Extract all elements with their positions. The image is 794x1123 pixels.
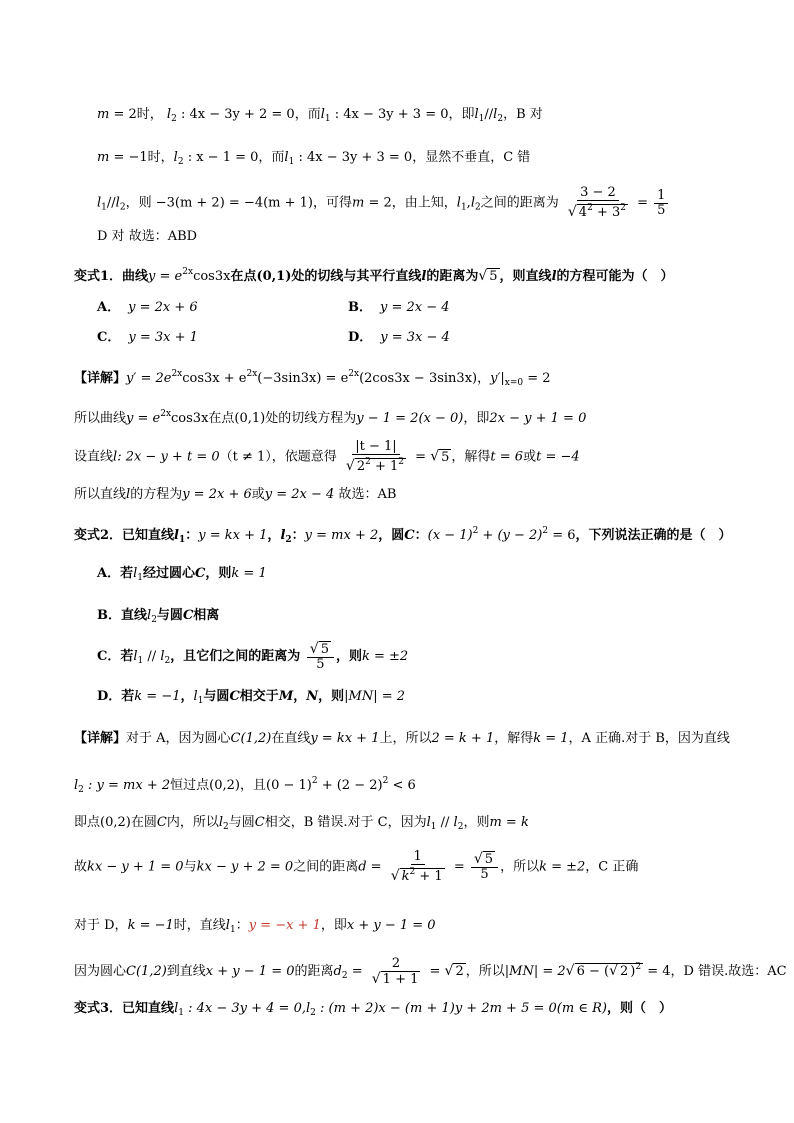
solution-line-3: $l_1//l_2$，则 −3(m + 2) = −4(m + 1)，可得m = 2，由上知，$l_1,l_2$之间的距离为 $\frac{3 - 2}{√ 4^2 + 3^2}$ = $\frac{1}{5}$ <box>97 186 670 223</box>
answer-line-abd: D 对 故选：ABD <box>97 229 198 244</box>
option-b[interactable]: B． y = 2x − 4 <box>348 300 450 315</box>
variant-1-question: 变式1．曲线$y = e^{2x}\cos 3x$在点(0,1)处的切线与其平行直线l的距离为√ 5 ，则直线l的方程可能为（ ） <box>74 267 674 284</box>
variant-2-question: 变式2．已知直线$l_1$：y = kx + 1，$l_2$：y = mx + 2，圆C：$(x - 1)^2 + (y - 2)^2 = 6$，下列说法正确的是（ ） <box>74 526 732 545</box>
explanation-1-line-3: 设直线l: 2x − y + t = 0（t ≠ 1），依题意得 $\frac{|t - 1|}{√ 2^2 + 1^2}$ = √ 5 ，解得t = 6或t = −4 <box>74 439 580 474</box>
result-fraction: $\frac{1}{5}$ <box>654 189 668 218</box>
explanation-2-line-2: $l_2$ : y = mx + 2恒过点(0,2)，且$(0 - 1)^2 + (2 - 2)^2 < 6$ <box>74 776 416 795</box>
distance-fraction: $\frac{3 - 2}{√ 4^2 + 3^2}$ <box>567 185 626 220</box>
variant-2-option-d[interactable]: D．若k = −1，$l_1$与圆C相交于M，N，则|MN| = 2 <box>97 689 405 706</box>
distance-fraction: $\frac{2}{√ 1 + 1}$ <box>371 955 419 987</box>
variant-2-option-b[interactable]: B．直线$l_2$与圆C相离 <box>97 608 220 625</box>
variant-2-option-a[interactable]: A．若$l_1$经过圆心C，则k = 1 <box>97 566 267 583</box>
variant-2-option-c[interactable]: C．若$l_1 // l_2$，且它们之间的距离为 $\frac{√ 5}{5}$ ，则k = ±2 <box>97 640 409 672</box>
option-d[interactable]: D． y = 3x − 4 <box>348 330 450 345</box>
explanation-2-line-6: 因为圆心C(1,2)到直线x + y − 1 = 0的距离$d_2$ = $\frac{2}{√ 1 + 1}$ = √ 2 ，所以|MN| = 2√ 6 − (√ 2 )$^2$ = 4，D 错误.故选：AC <box>74 955 787 987</box>
explanation-1-line-4: 所以直线l的方程为y = 2x + 6或y = 2x − 4 故选：AB <box>74 487 397 502</box>
solution-line-1: m = 2时， $l_2$ : 4x − 3y + 2 = 0，而$l_1$ : 4x − 3y + 3 = 0，即$l_1//l_2$，B 对 <box>97 107 543 124</box>
explanation-2-line-3: 即点(0,2)在圆C内，所以$l_2$与圆C相交，B 错误.对于 C，因为$l_1 // l_2$，则m = k <box>74 815 529 832</box>
distance-fraction: $\frac{√ 5}{5}$ <box>307 642 334 672</box>
variant-3-question: 变式3．已知直线$l_1$ : $4x - 3y + 4 = 0,l_2$ : (m + 2)x − (m + 1)y + 2m + 5 = 0(m ∈ R)，则（ ） <box>74 1001 672 1018</box>
explanation-2-line-1: 【详解】对于 A，因为圆心C(1,2)在直线y = kx + 1上，所以2 = k + 1，解得k = 1，A 正确.对于 B，因为直线 <box>74 731 730 746</box>
distance-fraction: $\frac{|t - 1|}{√ 2^2 + 1^2}$ <box>345 439 405 474</box>
explanation-1-line-2: 所以曲线$y = e^{2x}\cos 3x$在点(0,1)处的切线方程为y − 1 = 2(x − 0)，即2x − y + 1 = 0 <box>74 409 587 426</box>
explanation-2-line-5: 对于 D，k = −1时，直线$l_1$：y = −x + 1，即x + y − 1 = 0 <box>74 918 436 935</box>
solution-line-2: m = −1时，$l_2$ : x − 1 = 0，而$l_1$ : 4x − 3y + 3 = 0，显然不垂直，C 错 <box>97 150 531 167</box>
option-a[interactable]: A． y = 2x + 6 <box>97 300 198 315</box>
option-c[interactable]: C． y = 3x + 1 <box>97 330 198 345</box>
explanation-2-line-4: 故kx − y + 1 = 0与kx − y + 2 = 0之间的距离d = $\frac{1}{√ k^2 + 1}$ = $\frac{√ 5}{5}$ ，所以k = ±2，C 正确 <box>74 849 639 884</box>
value-fraction: $\frac{√ 5}{5}$ <box>471 852 498 882</box>
explanation-1-line-1: 【详解】$y' = 2e^{2x}\cos 3x + e^{2x}(-3\sin 3x) = e^{2x}(2\cos 3x - 3\sin 3x)$，$y'|_{x=0} = 2$ <box>74 369 551 388</box>
distance-fraction: $\frac{1}{√ k^2 + 1}$ <box>390 849 443 884</box>
